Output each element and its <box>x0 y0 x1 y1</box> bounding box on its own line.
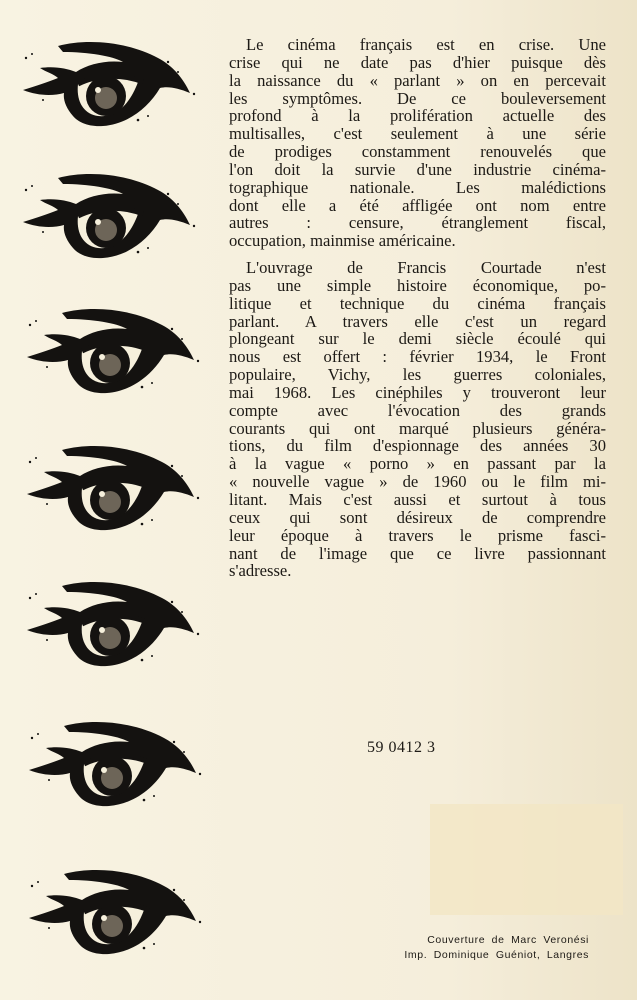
blurb-paragraph-2 <box>229 259 606 580</box>
text-line: la naissance du « parlant » on en percevait <box>229 70 606 90</box>
credits <box>404 933 589 963</box>
text-line: ceux qui sont désireux de comprendre <box>229 507 606 527</box>
printer-credit: Imp. Dominique Guéniot, Langres <box>404 949 589 961</box>
text-line: leur époque à travers le prisme fasci- <box>229 525 606 545</box>
text-line: tographique nationale. Les malédictions <box>229 177 606 197</box>
text-line: « nouvelle vague » de 1960 ou le film mi- <box>229 472 606 492</box>
catalog-number: 59 0412 3 <box>367 739 436 756</box>
text-line: mai 1968. Les cinéphiles y trouveront leur <box>229 382 606 402</box>
price-sticker-residue <box>430 804 623 915</box>
text-line: tions, du film d'espionnage des années 30 <box>229 436 606 456</box>
text-line: dont elle a été affligée ont nom entre <box>229 195 606 215</box>
eye-icon <box>22 578 202 673</box>
text-line: occupation, mainmise américaine. <box>229 231 456 251</box>
text-line: à la vague « porno » en passant par la <box>229 454 606 474</box>
text-line: Le cinéma français est en crise. Une <box>246 35 606 54</box>
eye-icon <box>24 718 204 813</box>
blurb-paragraph-1 <box>229 36 606 250</box>
eye-icon <box>18 170 198 265</box>
text-line: litant. Mais c'est aussi et surtout à tous <box>229 489 606 509</box>
text-line: profond à la prolifération actuelle des <box>229 106 606 126</box>
text-line: parlant. A travers elle c'est un regard <box>229 311 606 331</box>
eye-icon <box>22 442 202 537</box>
text-line: nous est offert : février 1934, le Front <box>229 347 606 367</box>
text-line: pas une simple histoire économique, po- <box>229 275 606 295</box>
text-line: L'ouvrage de Francis Courtade n'est <box>246 258 606 277</box>
text-line: l'on doit la survie d'une industrie cinéma- <box>229 159 606 179</box>
text-line: courants qui ont marqué plusieurs généra- <box>229 418 606 438</box>
text-line: populaire, Vichy, les guerres coloniales, <box>229 365 606 385</box>
text-line: nant de l'image que ce livre passionnant <box>229 543 606 563</box>
eye-icon <box>22 305 202 400</box>
text-line: multisalles, c'est seulement à une série <box>229 124 606 144</box>
text-line: de prodiges constamment renouvelés que <box>229 142 606 162</box>
text-line: autres : censure, étranglement fiscal, <box>229 213 606 233</box>
text-line: litique et technique du cinéma français <box>229 293 606 313</box>
text-line: compte avec l'évocation des grands <box>229 400 606 420</box>
eye-icon <box>18 38 198 133</box>
cover-credit: Couverture de Marc Veronési <box>427 934 589 946</box>
text-line: plongeant sur le demi siècle écoulé qui <box>229 329 606 349</box>
text-line: s'adresse. <box>229 561 292 581</box>
text-line: les symptômes. De ce bouleversement <box>229 88 606 108</box>
eye-icon <box>24 866 204 961</box>
text-line: crise qui ne date pas d'hier puisque dès <box>229 52 606 72</box>
